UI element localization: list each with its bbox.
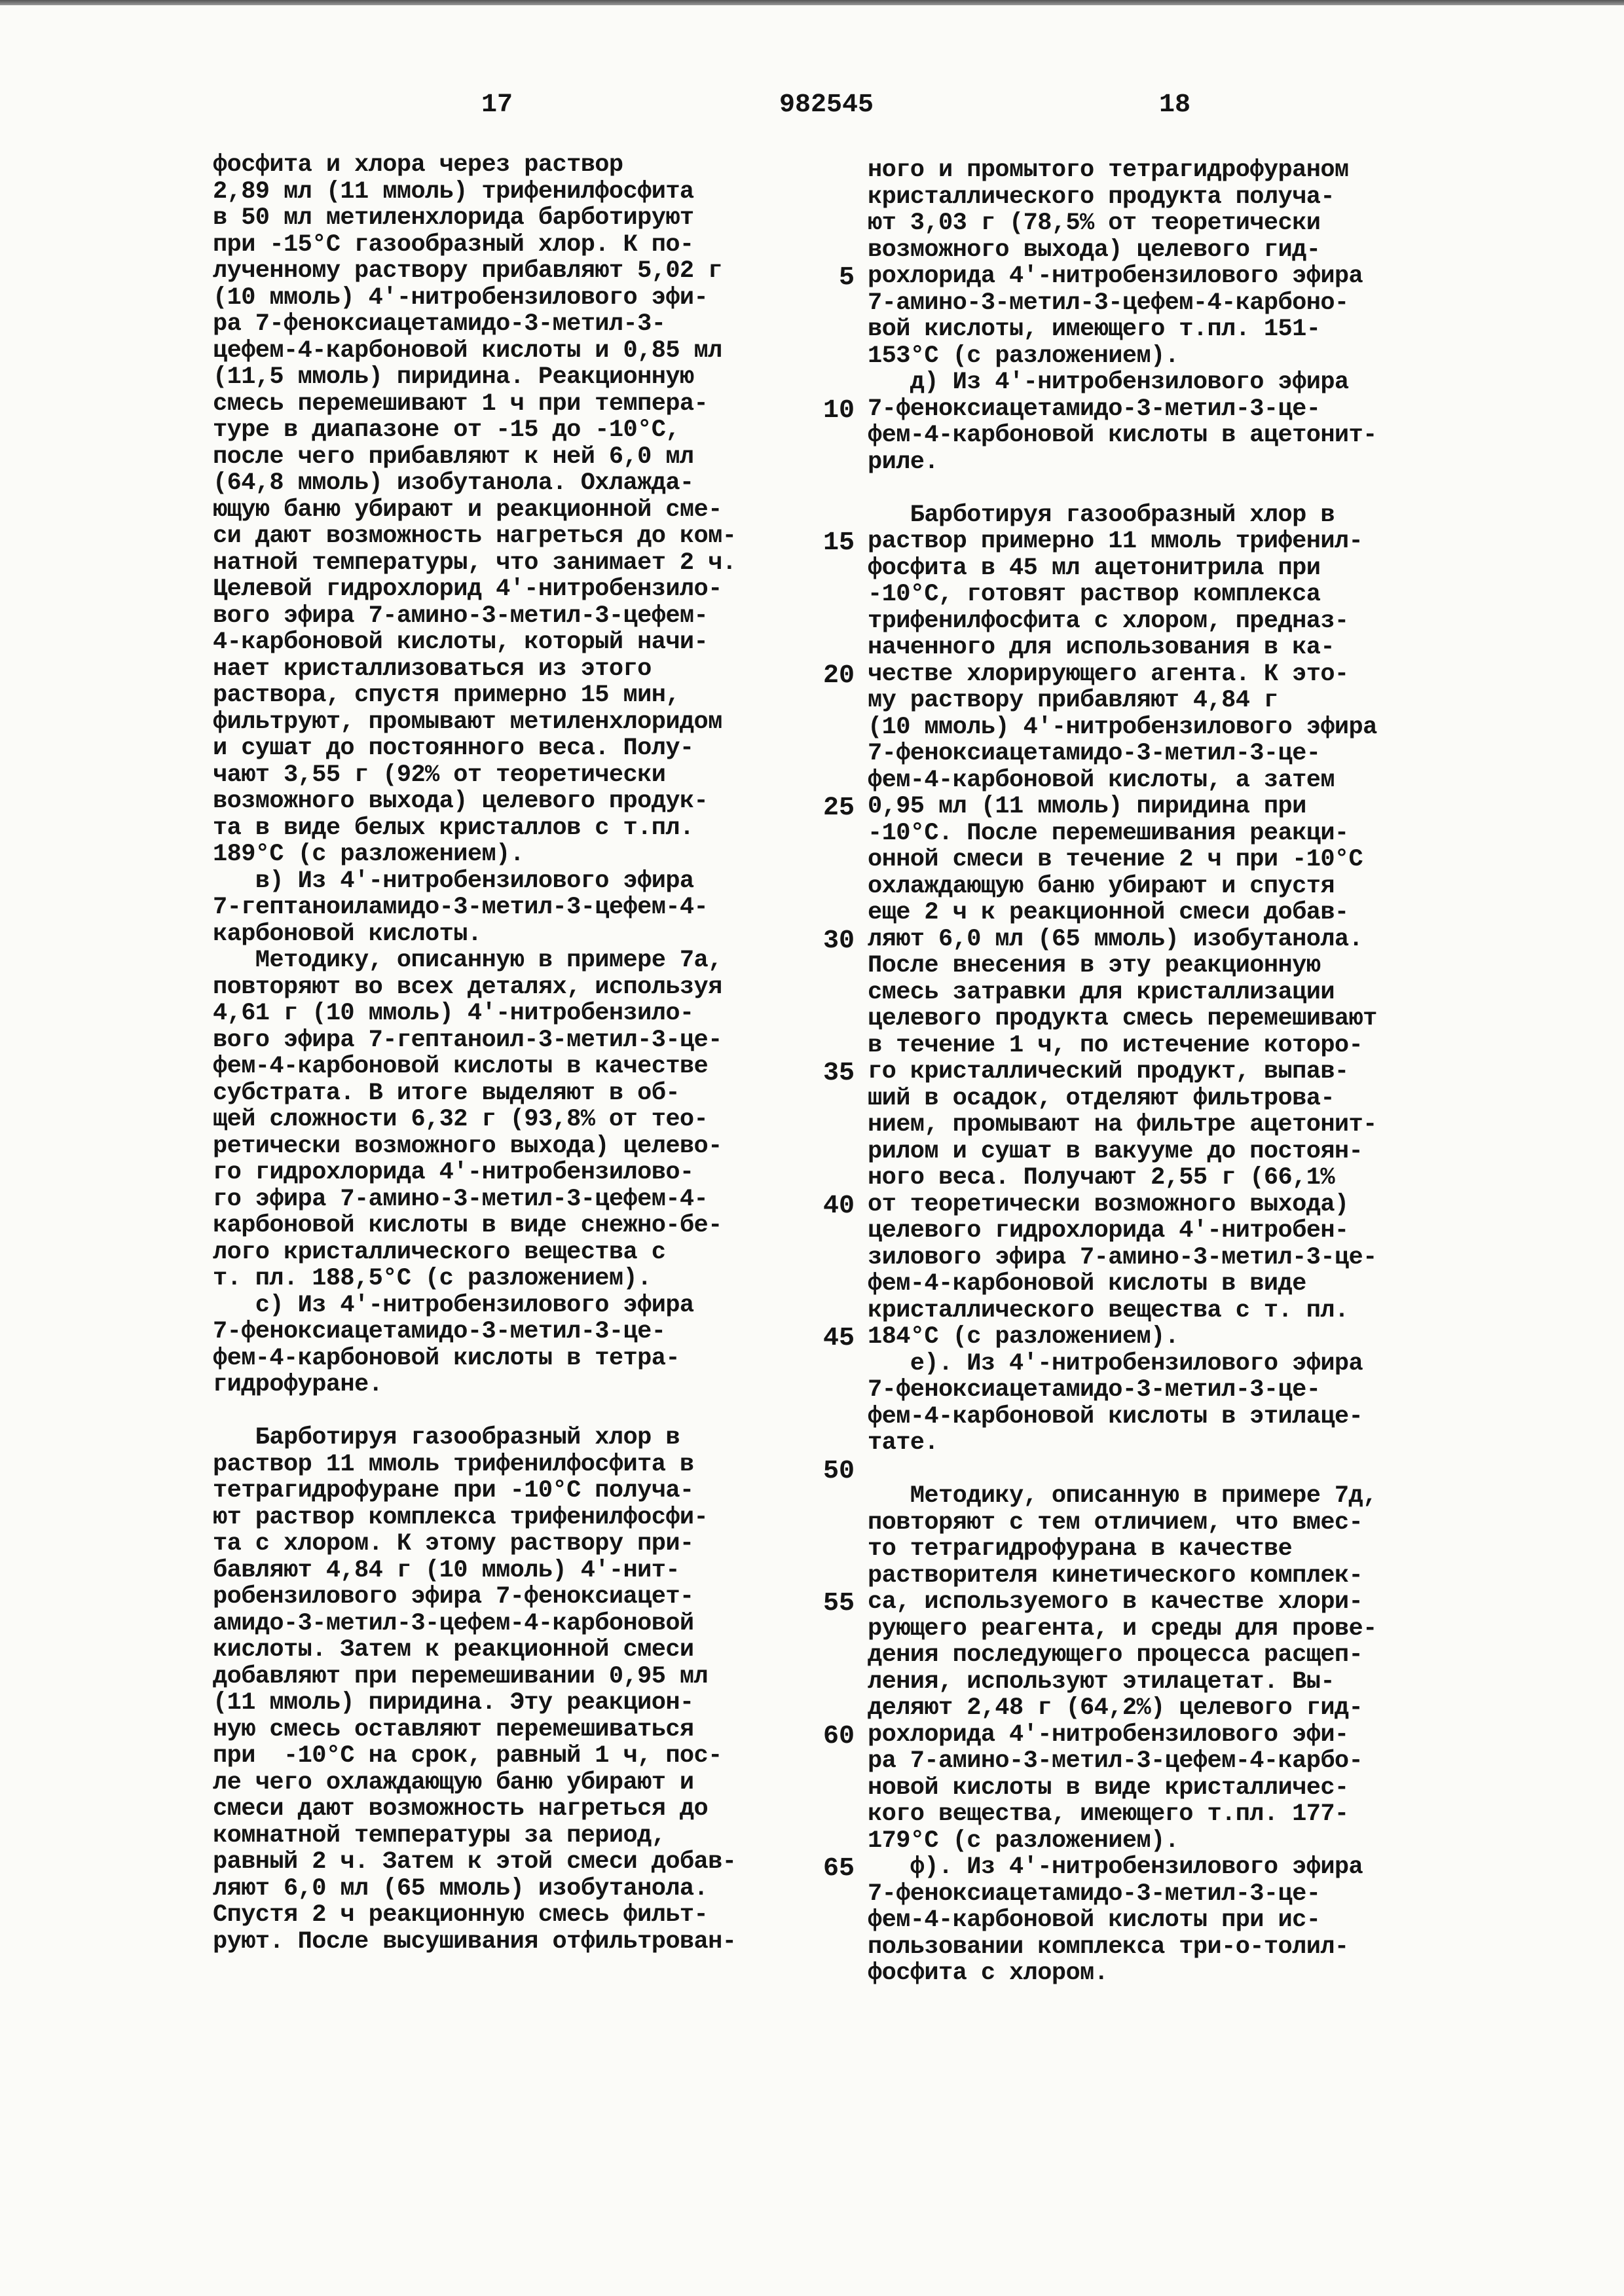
text-line: -10°С. После перемешивания реакци- [868, 819, 1349, 847]
text-line: ле чего охлаждающую баню убирают и [213, 1768, 694, 1796]
text-line: деляют 2,48 г (64,2%) целевого гид- [868, 1694, 1363, 1722]
text-line: 7-феноксиацетамидо-3-метил-3-це- [868, 395, 1321, 423]
right-column [868, 157, 1470, 1987]
text-line: гидрофуране. [213, 1371, 383, 1398]
text-line: ра 7-амино-3-метил-3-цефем-4-карбо- [868, 1747, 1363, 1775]
text-line: дения последующего процесса расщеп- [868, 1641, 1363, 1669]
text-line [213, 1398, 815, 1425]
text-line: (11,5 ммоль) пиридина. Реакционную [213, 363, 694, 391]
line-number: 35 [822, 1059, 855, 1088]
text-line: зилового эфира 7-амино-3-метил-3-це- [868, 1243, 1377, 1271]
text-line: После внесения в эту реакционную [868, 952, 1321, 979]
text-line: и сушат до постоянного веса. Полу- [213, 735, 694, 762]
text-line: (10 ммоль) 4'-нитробензилового эфира [868, 713, 1377, 741]
text-line: робензилового эфира 7-феноксиацет- [213, 1583, 694, 1611]
text-line: 7-гептаноиламидо-3-метил-3-цефем-4- [213, 894, 709, 921]
text-line: -10°С, готовят раствор комплекса [868, 581, 1321, 608]
text-line: го эфира 7-амино-3-метил-3-цефем-4- [213, 1185, 709, 1213]
text-line: т. пл. 188,5°С (с разложением). [213, 1265, 652, 1292]
text-line: фем-4-карбоновой кислоты, а затем [868, 766, 1335, 794]
text-line: рующего реагента, и среды для прове- [868, 1614, 1377, 1643]
text-line: натной температуры, что занимает 2 ч. [213, 549, 737, 577]
text-line: рохлорида 4'-нитробензилового эфира [868, 263, 1363, 290]
text-line: та с хлором. К этому раствору при- [213, 1530, 694, 1558]
text-line: в течение 1 ч, по истечение которо- [868, 1031, 1363, 1059]
line-number: 45 [822, 1324, 855, 1353]
patent-number: 982545 [779, 90, 874, 120]
text-line: са, используемого в качестве хлори- [868, 1588, 1363, 1616]
line-number: 10 [822, 395, 855, 426]
text-line: бавляют 4,84 г (10 ммоль) 4'-нит- [213, 1556, 680, 1584]
text-line [868, 1457, 1470, 1484]
text-line: возможного выхода) целевого гид- [868, 236, 1321, 264]
line-number: 30 [822, 926, 855, 956]
line-number: 60 [822, 1721, 855, 1751]
text-line: Методику, описанную в примере 7а, [213, 947, 722, 974]
text-line: тате. [868, 1429, 939, 1457]
text-line: Спустя 2 ч реакционную смесь фильт- [213, 1901, 709, 1929]
text-line: 4-карбоновой кислоты, который начи- [213, 629, 709, 656]
text-line: 4,61 г (10 ммоль) 4'-нитробензило- [213, 1000, 694, 1027]
text-line: ного веса. Получают 2,55 г (66,1% [868, 1164, 1335, 1192]
text-line: еще 2 ч к реакционной смеси добав- [868, 899, 1349, 926]
text-line: та в виде белых кристаллов с т.пл. [213, 814, 694, 842]
text-line: от теоретически возможного выхода) [868, 1190, 1349, 1218]
text-line: ший в осадок, отделяют фильтрова- [868, 1084, 1335, 1112]
text-line: амидо-3-метил-3-цефем-4-карбоновой [213, 1609, 694, 1637]
text-line: 7-феноксиацетамидо-3-метил-3-це- [868, 1376, 1321, 1404]
top-border [0, 0, 1624, 5]
text-line: комнатной температуры за период, [213, 1821, 666, 1850]
text-line: туре в диапазоне от -15 до -10°С, [213, 416, 680, 444]
text-line: е). Из 4'-нитробензилового эфира [868, 1349, 1363, 1377]
text-line: после чего прибавляют к ней 6,0 мл [213, 443, 694, 471]
line-number: 50 [822, 1456, 855, 1486]
text-line: фосфита с хлором. [868, 1959, 1109, 1987]
text-line: (10 ммоль) 4'-нитробензилового эфи- [213, 283, 709, 312]
text-line: смеси дают возможность нагреться до [213, 1795, 709, 1823]
text-line: вого эфира 7-амино-3-метил-3-цефем- [213, 602, 709, 630]
text-line: тетрагидрофуране при -10°С получа- [213, 1477, 694, 1504]
text-line: возможного выхода) целевого продук- [213, 788, 709, 815]
text-line: ют 3,03 г (78,5% от теоретически [868, 210, 1321, 237]
line-number: 65 [822, 1854, 855, 1884]
text-line: карбоновой кислоты в виде снежно-бе- [213, 1212, 722, 1239]
text-line: карбоновой кислоты. [213, 920, 482, 948]
text-line: лого кристаллического вещества с [213, 1238, 666, 1266]
text-line: фем-4-карбоновой кислоты в виде [868, 1270, 1306, 1298]
text-line: раствор 11 ммоль трифенилфосфита в [213, 1450, 694, 1478]
text-line: 179°С (с разложением). [868, 1827, 1179, 1855]
text-line: кристаллического вещества с т. пл. [868, 1296, 1349, 1324]
text-line: 189°С (с разложением). [213, 841, 525, 868]
text-line: в) Из 4'-нитробензилового эфира [213, 867, 694, 895]
text-line: 7-амино-3-метил-3-цефем-4-карбоно- [868, 289, 1349, 317]
text-line: ют раствор комплекса трифенилфосфи- [213, 1503, 709, 1531]
text-line: 2,89 мл (11 ммоль) трифенилфосфита [213, 177, 694, 206]
text-line: нает кристаллизоваться из этого [213, 655, 652, 683]
line-number: 15 [822, 528, 855, 558]
line-number: 5 [838, 263, 855, 293]
text-line: фем-4-карбоновой кислоты в ацетонит- [868, 422, 1377, 449]
text-line: 7-феноксиацетамидо-3-метил-3-це- [868, 1880, 1321, 1908]
text-line: трифенилфосфита с хлором, предназ- [868, 607, 1349, 635]
text-line: Барботируя газообразный хлор в [868, 501, 1335, 529]
text-line: смесь затравки для кристаллизации [868, 978, 1335, 1006]
text-line: честве хлорирующего агента. К это- [868, 660, 1349, 688]
text-line: пользовании комплекса три-о-толил- [868, 1933, 1349, 1961]
text-line: с) Из 4'-нитробензилового эфира [213, 1291, 694, 1319]
text-line: Целевой гидрохлорид 4'-нитробензило- [213, 575, 722, 603]
text-line: ления, используют этилацетат. Вы- [868, 1667, 1335, 1696]
text-line: 0,95 мл (11 ммоль) пиридина при [868, 793, 1306, 820]
text-line: повторяют во всех деталях, используя [213, 973, 722, 1001]
page-number-left: 17 [481, 90, 513, 120]
line-number: 20 [822, 661, 855, 691]
text-line: 153°С (с разложением). [868, 342, 1179, 370]
text-line: си дают возможность нагреться до ком- [213, 522, 737, 550]
text-line: вого эфира 7-гептаноил-3-метил-3-це- [213, 1026, 722, 1054]
text-line: целевого продукта смесь перемешивают [868, 1005, 1377, 1032]
text-line: щей сложности 6,32 г (93,8% от тео- [213, 1106, 709, 1133]
text-line: при -15°С газообразный хлор. К по- [213, 230, 694, 259]
text-line: д) Из 4'-нитробензилового эфира [868, 369, 1349, 396]
line-number: 40 [822, 1191, 855, 1221]
text-line: лученному раствору прибавляют 5,02 г [213, 257, 722, 285]
text-line: раствор примерно 11 ммоль трифенил- [868, 528, 1363, 555]
text-line: наченного для использования в ка- [868, 634, 1335, 661]
text-line: го кристаллический продукт, выпав- [868, 1058, 1349, 1085]
text-line: фем-4-карбоновой кислоты в качестве [213, 1053, 709, 1080]
page-number-right: 18 [1159, 90, 1191, 120]
text-line: ющую баню убирают и реакционной сме- [213, 496, 722, 524]
left-column [213, 152, 815, 1955]
text-line [868, 475, 1470, 502]
text-line: вой кислоты, имеющего т.пл. 151- [868, 316, 1321, 343]
text-line: новой кислоты в виде кристалличес- [868, 1774, 1349, 1802]
text-line: цефем-4-карбоновой кислоты и 0,85 мл [213, 337, 722, 365]
text-line: (11 ммоль) пиридина. Эту реакцион- [213, 1689, 694, 1717]
text-line: при -10°С на срок, равный 1 ч, пос- [213, 1742, 722, 1770]
text-line: добавляют при перемешивании 0,95 мл [213, 1662, 709, 1690]
text-line: фем-4-карбоновой кислоты в этилаце- [868, 1402, 1363, 1430]
text-line: растворителя кинетического комплек- [868, 1561, 1363, 1590]
text-line: ную смесь оставляют перемешиваться [213, 1715, 694, 1743]
text-line: повторяют с тем отличием, что вмес- [868, 1508, 1363, 1537]
text-line: кого вещества, имеющего т.пл. 177- [868, 1800, 1349, 1828]
text-line: кислоты. Затем к реакционной смеси [213, 1636, 694, 1664]
text-line: то тетрагидрофурана в качестве [868, 1535, 1293, 1563]
text-line: ляют 6,0 мл (65 ммоль) изобутанола. [868, 925, 1363, 953]
text-line: (64,8 ммоль) изобутанола. Охлажда- [213, 469, 694, 497]
text-line: 184°С (с разложением). [868, 1323, 1179, 1351]
text-line: фосфита и хлора через раствор [213, 151, 623, 179]
text-line: ретически возможного выхода) целево- [213, 1132, 722, 1160]
text-line: риле. [868, 448, 939, 476]
text-line: му раствору прибавляют 4,84 г [868, 687, 1278, 714]
text-line: равный 2 ч. Затем к этой смеси добав- [213, 1848, 737, 1876]
text-line: рилом и сушат в вакууме до постоян- [868, 1137, 1363, 1165]
line-number: 55 [822, 1589, 855, 1618]
line-number: 25 [822, 793, 855, 823]
text-line: ного и промытого тетрагидрофураном [868, 156, 1349, 184]
text-line: ра 7-феноксиацетамидо-3-метил-3- [213, 310, 666, 338]
text-line: фильтруют, промывают метиленхлоридом [213, 708, 722, 736]
text-line: Барботируя газообразный хлор в [213, 1424, 680, 1451]
text-line: 7-феноксиацетамидо-3-метил-3-це- [213, 1318, 666, 1345]
text-line: ф). Из 4'-нитробензилового эфира [868, 1853, 1363, 1881]
text-line: Методику, описанную в примере 7д, [868, 1482, 1377, 1510]
text-line: нием, промывают на фильтре ацетонит- [868, 1111, 1377, 1139]
text-line: фем-4-карбоновой кислоты в тетра- [213, 1344, 680, 1372]
text-line: 7-феноксиацетамидо-3-метил-3-це- [868, 740, 1321, 767]
text-line: целевого гидрохлорида 4'-нитробен- [868, 1217, 1349, 1245]
text-line: в 50 мл метиленхлорида барботируют [213, 204, 694, 232]
text-line: руют. После высушивания отфильтрован- [213, 1927, 737, 1956]
text-line: ляют 6,0 мл (65 ммоль) изобутанола. [213, 1874, 709, 1903]
text-line: рохлорида 4'-нитробензилового эфи- [868, 1721, 1349, 1749]
text-line: субстрата. В итоге выделяют в об- [213, 1079, 680, 1107]
text-line: го гидрохлорида 4'-нитробензилово- [213, 1159, 694, 1186]
text-line: смесь перемешивают 1 ч при темпера- [213, 390, 709, 418]
text-line: онной смеси в течение 2 ч при -10°С [868, 846, 1363, 873]
text-line: фосфита в 45 мл ацетонитрила при [868, 554, 1321, 582]
text-line: раствора, спустя примерно 15 мин, [213, 682, 680, 709]
text-line: фем-4-карбоновой кислоты при ис- [868, 1906, 1321, 1934]
text-line: охлаждающую баню убирают и спустя [868, 872, 1335, 900]
text-line: кристаллического продукта получа- [868, 183, 1335, 211]
text-line: чают 3,55 г (92% от теоретически [213, 761, 666, 789]
